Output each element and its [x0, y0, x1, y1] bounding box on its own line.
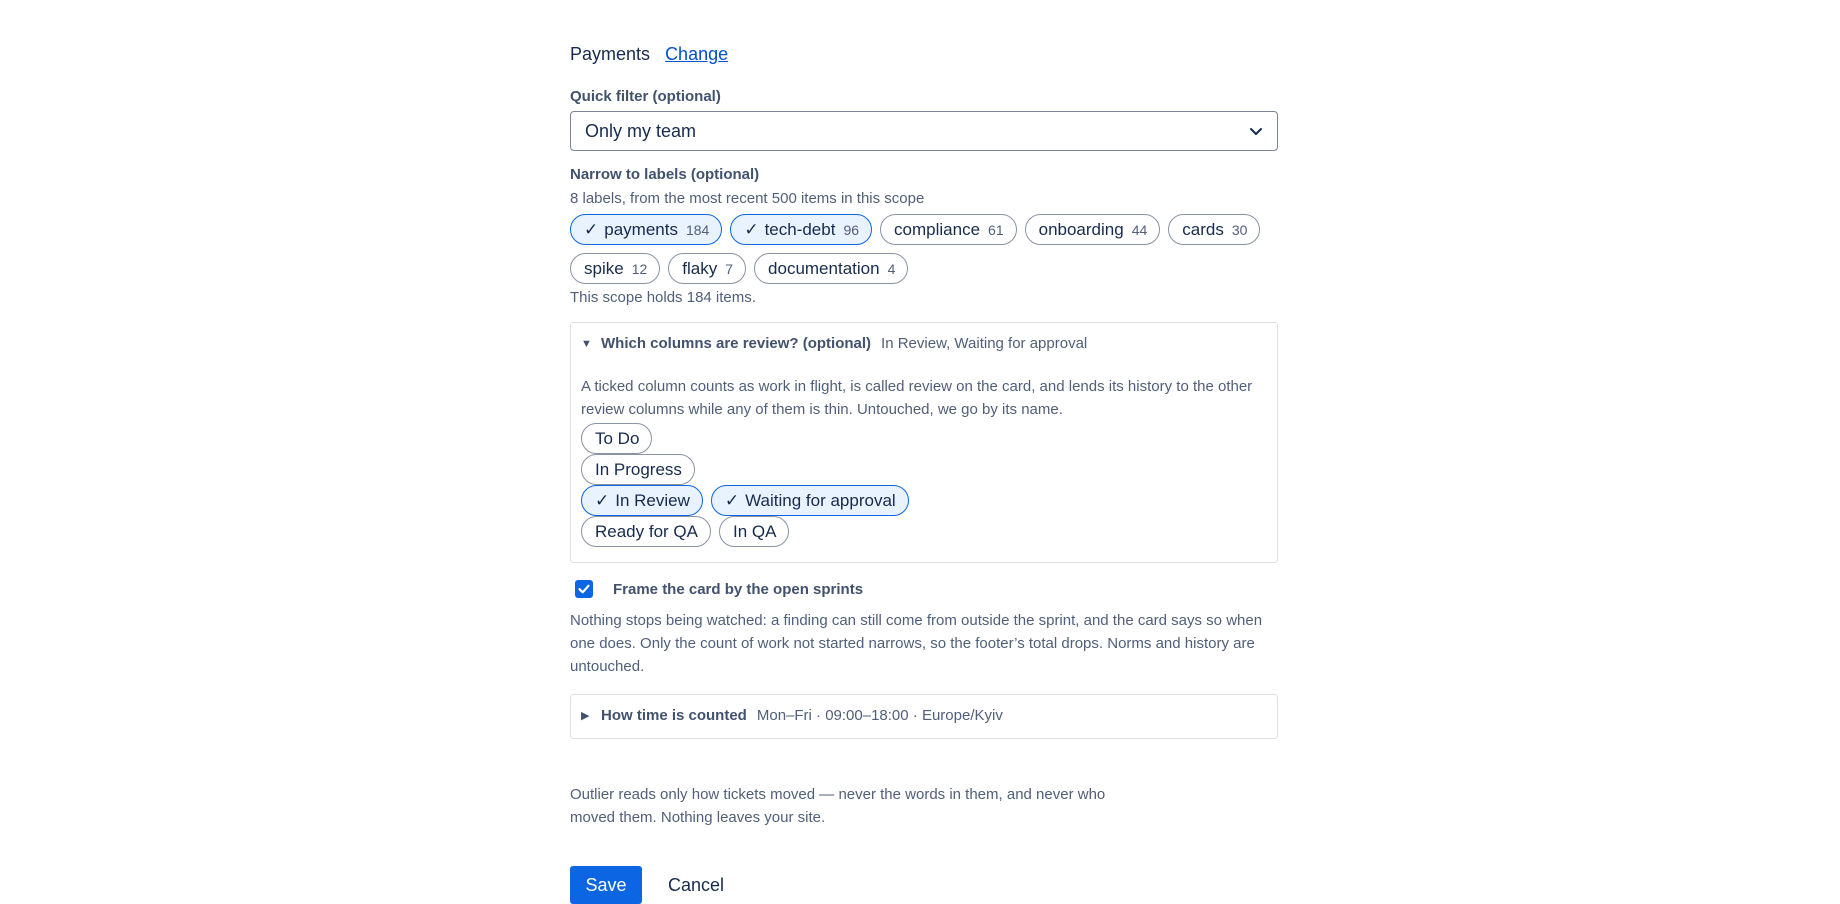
label-chip-count: 44: [1131, 221, 1148, 238]
label-chip-name: flaky: [682, 258, 718, 278]
column-chip-waiting-for-approval[interactable]: [711, 485, 909, 516]
time-counting-value: Mon–Fri · 09:00–18:00 · Europe/Kyiv: [756, 707, 1003, 724]
check-icon: ✓: [724, 490, 740, 510]
label-chip-name: cards: [1182, 219, 1224, 239]
quick-filter-value: Only my team: [585, 120, 697, 141]
label-chip-name: spike: [584, 258, 624, 278]
time-counting-details: [570, 694, 1278, 739]
review-columns-value: In Review, Waiting for approval: [881, 335, 1088, 352]
labels-label: Narrow to labels (optional): [570, 166, 760, 183]
labels-hint: 8 labels, from the most recent 500 items in this scope: [570, 190, 925, 207]
column-chip-name: In Review: [615, 490, 690, 510]
column-chip-name: Ready for QA: [595, 521, 698, 541]
scope-name: Payments: [570, 44, 651, 64]
label-chip-cards[interactable]: [1168, 214, 1260, 245]
labels-chip-row-1: [570, 214, 1260, 245]
time-counting-summary[interactable]: [581, 707, 1003, 724]
save-button[interactable]: Save: [570, 866, 642, 904]
label-chip-name: documentation: [768, 258, 880, 278]
label-chip-name: payments: [604, 219, 678, 239]
column-chip-row: [581, 485, 909, 516]
cancel-button[interactable]: Cancel: [668, 874, 725, 895]
check-icon: ✓: [595, 490, 610, 510]
sprint-frame-checkbox[interactable]: [575, 580, 593, 598]
column-chip-in-qa[interactable]: [719, 516, 789, 547]
review-columns-summary[interactable]: [581, 335, 1087, 352]
sprint-frame-label: Frame the card by the open sprints: [613, 580, 864, 598]
label-chip-compliance[interactable]: [880, 214, 1017, 245]
label-chip-spike[interactable]: [570, 253, 660, 284]
chevron-down-icon: [1249, 124, 1263, 138]
label-chip-payments[interactable]: [570, 214, 722, 245]
label-chip-count: 96: [843, 221, 860, 238]
label-chip-count: 184: [685, 221, 710, 238]
label-chip-name: tech-debt: [764, 219, 836, 239]
column-chip-in-progress[interactable]: [581, 454, 695, 485]
column-chip-name: To Do: [595, 428, 640, 448]
label-chip-name: compliance: [894, 219, 981, 239]
check-icon: ✓: [744, 219, 759, 239]
column-chip-name: Waiting for approval: [745, 490, 896, 510]
label-chip-tech-debt[interactable]: [730, 214, 872, 245]
column-chip-row: [581, 516, 789, 547]
scope-row: [570, 44, 728, 65]
labels-chip-row-2: [570, 253, 908, 284]
column-chip-name: In Progress: [595, 459, 682, 479]
label-chip-count: 12: [631, 260, 648, 277]
triangle-right-icon: ▶: [581, 710, 590, 722]
review-columns-title: Which columns are review? (optional): [601, 335, 872, 352]
column-chip-ready-for-qa[interactable]: [581, 516, 711, 547]
scope-total: This scope holds 184 items.: [570, 289, 756, 306]
time-counting-title: How time is counted: [601, 707, 747, 724]
privacy-note: Outlier reads only how tickets moved — never the words in them, and never who moved them. Nothing leaves your site.: [570, 786, 1106, 826]
sprint-frame-description: Nothing stops being watched: a finding can still come from outside the sprint, and the card says so when one does. Only the count of work not started narrows, so the footer’s total drops. Norms and history are untouched.: [570, 612, 1263, 675]
review-columns-description: A ticked column counts as work in flight, is called review on the card, and lends its history to the other review columns while any of them is thin. Untouched, we go by its name.: [581, 378, 1253, 418]
triangle-down-icon: ▼: [581, 337, 592, 350]
column-chip-in-review[interactable]: [581, 485, 703, 516]
label-chip-count: 30: [1231, 221, 1248, 238]
label-chip-flaky[interactable]: [668, 253, 746, 284]
label-chip-documentation[interactable]: [754, 253, 908, 284]
label-chip-name: onboarding: [1038, 219, 1124, 239]
quick-filter-label: Quick filter (optional): [570, 88, 721, 105]
change-scope-link[interactable]: Change: [665, 44, 729, 64]
column-chip-name: In QA: [733, 521, 777, 541]
label-chip-count: 61: [988, 221, 1004, 238]
review-columns-details: [570, 322, 1278, 563]
check-icon: ✓: [584, 219, 599, 239]
quick-filter-select[interactable]: [570, 111, 1278, 151]
label-chip-onboarding[interactable]: [1025, 214, 1161, 245]
column-chip-to-do[interactable]: [581, 423, 652, 454]
label-chip-count: 7: [725, 260, 734, 277]
checkmark-icon: [577, 582, 591, 596]
sprint-frame-row[interactable]: [575, 580, 863, 598]
label-chip-count: 4: [887, 260, 896, 277]
